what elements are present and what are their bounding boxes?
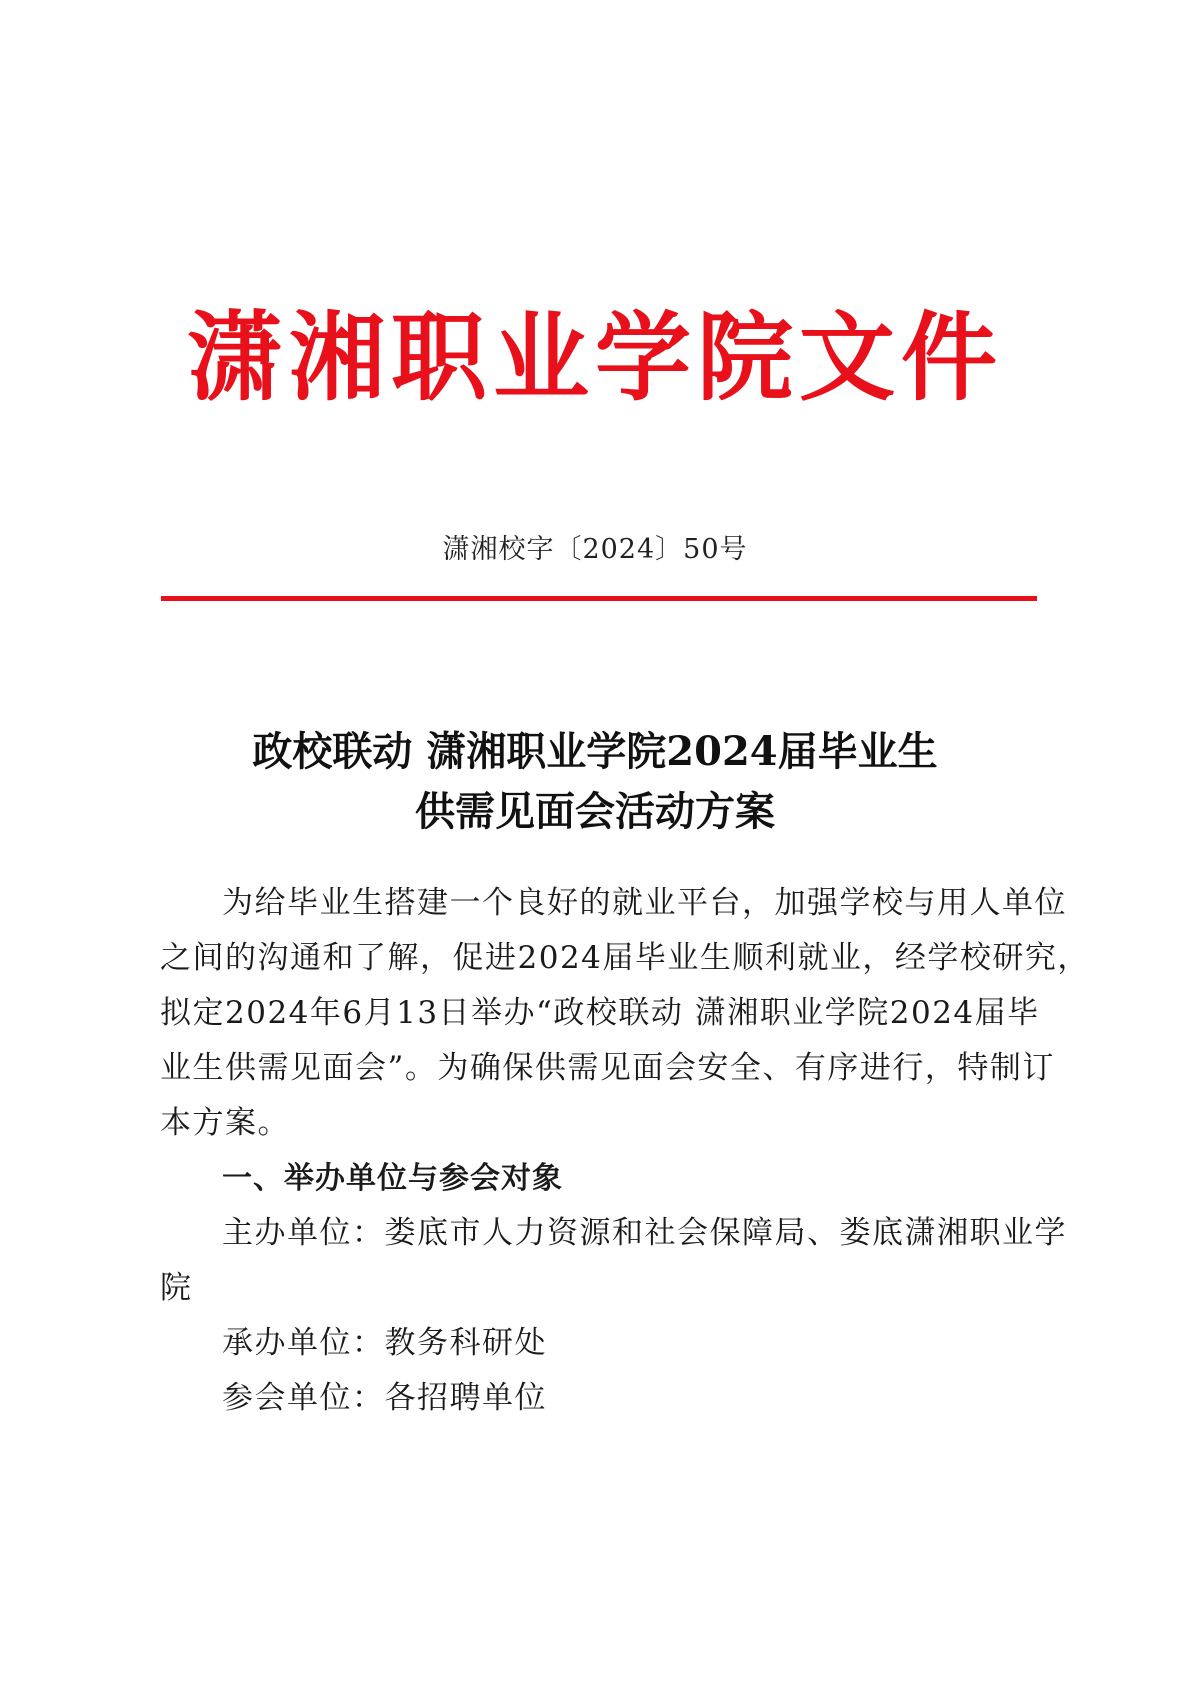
intro-line: 之间的沟通和了解，促进2024届毕业生顺利就业，经学校研究，	[160, 940, 1090, 976]
document-header-title: 潇湘职业学院文件	[187, 301, 1003, 414]
red-divider-line	[161, 596, 1037, 601]
document-title-line-1: 政校联动 潇湘职业学院2024届毕业生	[252, 728, 938, 775]
document-title-line-2: 供需见面会活动方案	[415, 788, 775, 835]
intro-line: 业生供需见面会”。为确保供需见面会安全、有序进行，特制订	[160, 1050, 1055, 1086]
document-number: 潇湘校字〔2024〕50号	[442, 534, 748, 565]
intro-line: 本方案。	[160, 1105, 290, 1141]
co-organizer-line: 承办单位：教务科研处	[222, 1325, 547, 1361]
section-heading: 一、举办单位与参会对象	[222, 1161, 563, 1196]
organizer-line: 院	[160, 1270, 193, 1306]
intro-line: 拟定2024年6月13日举办“政校联动 潇湘职业学院2024届毕	[160, 995, 1040, 1031]
organizer-line: 主办单位：娄底市人力资源和社会保障局、娄底潇湘职业学	[222, 1215, 1067, 1251]
document-title	[150, 722, 1040, 842]
document-body	[160, 876, 1090, 1426]
intro-line: 为给毕业生搭建一个良好的就业平台，加强学校与用人单位	[222, 885, 1067, 921]
participants-line: 参会单位：各招聘单位	[222, 1380, 547, 1416]
